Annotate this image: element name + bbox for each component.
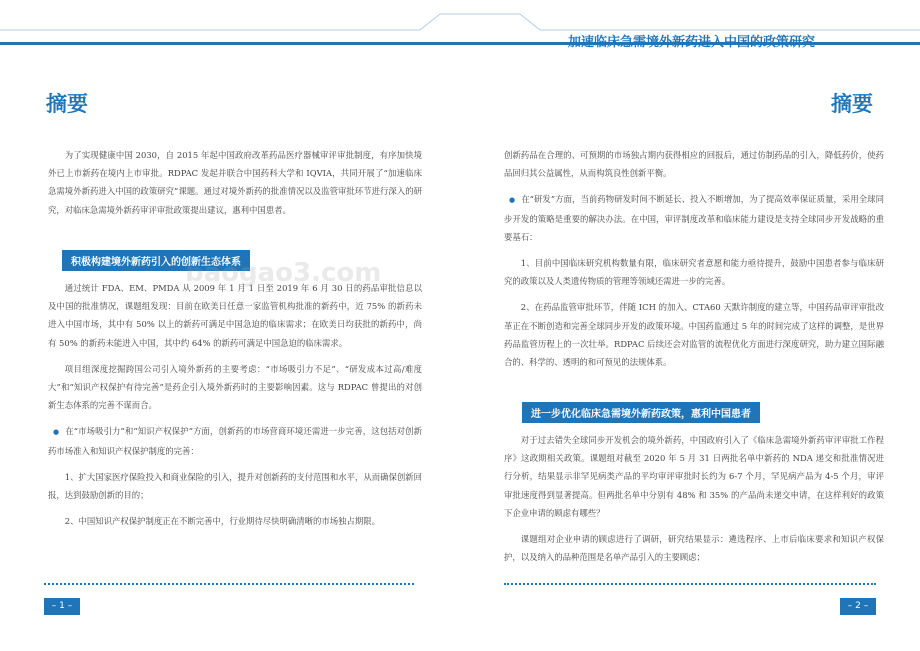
paragraph: 项目组深度挖掘跨国公司引入境外新药的主要考虑：“市场吸引力不足”、“研发成本过高/难度大”和“知识产权保护有待完善”是药企引入境外新药时的主要影响因素。这与 RDPAC 曾提出的对创新生态体系的完善不谋而合。: [48, 363, 422, 411]
bullet-paragraph: ● 在“研发”方面，当前药物研发时间不断延长、投入不断增加，为了提高效率保证质量，采用全球同步开发的策略是重要的解决办法。在中国，审评制度改革和临床能力建设是支持全球同步开发战略的重要基石：: [504, 190, 884, 246]
list-item: 2、中国知识产权保护制度正在不断完善中，行业期待尽快明确清晰的市场独占期限。: [64, 516, 380, 527]
paragraph: 创新药品在合理的、可预期的市场独占期内获得相应的回报后，通过仿制药品的引入，降低药价，使药品回归其公益属性，从而构筑良性创新平衡。: [504, 150, 884, 179]
paragraph: 课题组对企业申请的顾虑进行了调研，研究结果显示：遴选程序、上市后临床要求和知识产权保护，以及纳入的品种范围是名单产品引入的主要顾虑；: [504, 534, 884, 563]
list-item: 1、扩大国家医疗保险投入和商业保险的引入，提升对创新药的支付范围和水平，从而确保创新回报，达到鼓励创新的目的；: [48, 471, 422, 501]
paragraph: 通过统计 FDA、EM、PMDA 从 2009 年 1 月 1 日至 2019 年 6 月 30 日的药品审批信息以及中国的批准情况，课题组发现：目前在欧美日任意一家监管机构批准的新药中，近 75% 的新药未进入中国市场，其中有 50% 以上的新药可满足中国急迫的临床需求；在欧美日均获批的新药中，尚有 50% 的新药未能进入中国，其中约 64% 的新药可满足中国急迫的临床需求。: [48, 283, 422, 348]
footer-dotted-rule: [44, 583, 414, 585]
watermark: baogao3.com: [185, 258, 382, 288]
right-body: [504, 146, 884, 379]
right-body-2: [504, 431, 884, 574]
list-item: 2、在药品监管审批环节，伴随 ICH 的加入、CTA60 天默许制度的建立等，中国药品审评审批改革正在不断创造和完善全球同步开发的政策环境。中国药监通过 5 年的时间完成了这样的调整，是世界药品监管历程上的一次壮举。RDPAC 后续还会对监管的流程优化方面进行深度研究，助力建立国际融合的、科学的、透明的和可预见的法规体系。: [504, 302, 884, 368]
page-number: – 2 –: [840, 598, 876, 615]
running-header-title: 加速临床急需境外新药进入中国的政策研究: [567, 35, 815, 50]
paragraph: 对于过去错失全球同步开发机会的境外新药，中国政府引入了《临床急需境外新药审评审批工作程序》这政期相关政策。课题组对截至 2020 年 5 月 31 日两批名单中新药的 NDA 递交和批准情况进行分析，结果显示非罕见病类产品的平均审评审批时长约为 6-7 个月，罕见病产品为 4-5 个月，审评审批速度得到显著提高。但两批名单中分别有 48% 和 35% 的产品尚未递交申请，在这样利好的政策下企业申请的顾虑有哪些？: [504, 435, 884, 518]
page-title: 摘要: [831, 92, 873, 116]
page-title: 摘要: [46, 92, 88, 116]
section-heading: 进一步优化临床急需境外新药政策，惠利中国患者: [522, 402, 760, 423]
footer-dotted-rule: [504, 583, 876, 585]
left-body: [48, 146, 422, 227]
bullet-paragraph: ● 在“市场吸引力”和“知识产权保护”方面，创新药的市场营商环境还需进一步完善，这包括对创新药市场准入和知识产权保护制度的完善：: [48, 422, 422, 459]
intro-paragraph: 为了实现健康中国 2030，自 2015 年起中国政府改革药品医疗器械审评审批制度，有序加快境外已上市新药在境内上市审批。RDPAC 发起并联合中国药科大学和 IQVIA，共同开展了“加速临床急需境外新药进入中国的政策研究”课题。通过对境外新药的批准情况以及监管审批环节进行深入的研究，对临床急需境外新药审评审批政策提出建议，惠利中国患者。: [48, 150, 422, 215]
section-heading: 积极构建境外新药引入的创新生态体系: [62, 250, 250, 271]
right-page: [460, 0, 920, 651]
header-decoration: [0, 10, 460, 32]
left-body-2: [48, 279, 422, 538]
list-item: 1、目前中国临床研究机构数量有限，临床研究者意愿和能力亟待提升，鼓励中国患者参与临床研究的政策以及人类遗传物质的管理等领域还需进一步的完善。: [504, 258, 884, 287]
header-rule: [0, 42, 460, 45]
page-number: – 1 –: [44, 598, 80, 615]
header-decoration: [460, 10, 920, 32]
